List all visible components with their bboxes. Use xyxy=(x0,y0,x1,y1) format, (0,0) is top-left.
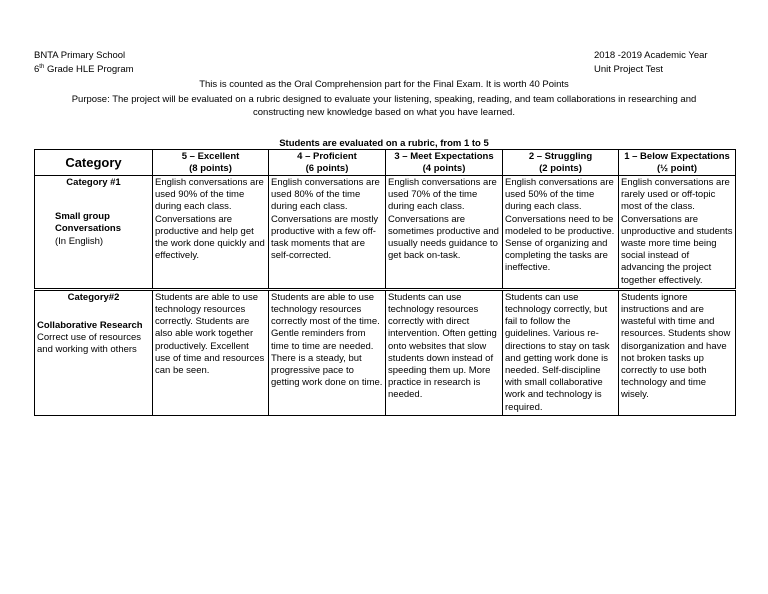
category-cell xyxy=(35,176,153,290)
column-label: 4 – Proficient xyxy=(297,151,357,162)
rubric-cell: Students are able to use technology resources correctly most of the time. Gentle reminders from time to time are needed. There is a steady, but progressive pace to getting work done on time. xyxy=(269,289,386,415)
rubric-cell: Students are able to use technology resources correctly. Students are also able work together productively. Excellent use of time and resources can be seen. xyxy=(153,289,269,415)
grade-number: 6 xyxy=(34,64,40,75)
column-header-excellent xyxy=(153,150,269,176)
rubric-title: Students are evaluated on a rubric, from 1 to 5 xyxy=(279,138,489,149)
grade-program xyxy=(34,64,134,76)
rubric-cell: Students can use technology resources correctly with direct intervention. Often getting onto websites that slow students down instead of speeding them up. More practice in research is needed. xyxy=(386,289,503,415)
rubric-cell: English conversations are used 80% of the time during each class. Conversations are mostly productive with a few off-task moments that are self-corrected. xyxy=(269,176,386,290)
column-header-meet-expectations xyxy=(386,150,503,176)
column-label: Category xyxy=(65,154,122,170)
table-row xyxy=(35,176,736,290)
column-header-category xyxy=(35,150,153,176)
intro-purpose-line: Purpose: The project will be evaluated on a rubric designed to evaluate your listening, speaking, reading, and team collaborations in researching and xyxy=(71,94,697,105)
category-subtitle: Collaborative Research xyxy=(37,320,143,332)
category-note: (In English) xyxy=(55,235,104,247)
academic-year: 2018 -2019 Academic Year xyxy=(594,50,708,61)
column-points: (4 points) xyxy=(422,162,466,174)
rubric-cell: English conversations are rarely used or off-topic most of the class. Conversations are unproductive and students waste more time being social instead of advancing the project together effectively. xyxy=(619,176,736,290)
grade-suffix: th xyxy=(39,64,45,70)
rubric-cell: English conversations are used 90% of the time during each class. Conversations are productive and help get the work done quickly and effectively. xyxy=(153,176,269,290)
intro-purpose-line-2: constructing new knowledge based on what you have learned. xyxy=(253,107,515,118)
column-header-proficient xyxy=(269,150,386,176)
intro-worth-line: This is counted as the Oral Comprehension part for the Final Exam. It is worth 40 Points xyxy=(199,79,569,90)
column-header-struggling xyxy=(503,150,619,176)
column-label: 5 – Excellent xyxy=(181,151,240,162)
column-label: 3 – Meet Expectations xyxy=(394,151,494,162)
column-label: 2 – Struggling xyxy=(528,151,593,162)
category-cell xyxy=(35,289,153,415)
column-header-below-expectations xyxy=(619,150,736,176)
test-name: Unit Project Test xyxy=(594,64,663,75)
category-label: Category #1 xyxy=(66,177,121,188)
table-row xyxy=(35,289,736,415)
rubric-cell: Students can use technology correctly, but fail to follow the guidelines. Various re-directions to stay on task and getting work done is needed. Self-discipline with small collaborative work and technology is required. xyxy=(503,289,619,415)
grade-program-label: Grade HLE Program xyxy=(44,64,134,75)
category-subtitle: Small group xyxy=(55,211,110,223)
rubric-cell: English conversations are used 70% of the time during each class. Conversations are sometimes productive and usually needs guidance to get back on-task. xyxy=(386,176,503,290)
category-subtitle: Conversations xyxy=(55,223,121,235)
column-points: (½ point) xyxy=(656,162,698,174)
rubric-cell: English conversations are used 50% of the time during each class. Conversations need to be modeled to be productive. Sense of organizing and completing the tasks are ineffective. xyxy=(503,176,619,290)
column-points: (2 points) xyxy=(539,162,582,174)
rubric-cell: Students ignore instructions and are wasteful with time and resources. Students show disorganization and have not broken tasks up correctly to use both technology and time wisely. xyxy=(619,289,736,415)
rubric-table xyxy=(34,149,736,416)
rubric-header-row xyxy=(35,150,736,176)
column-label: 1 – Below Expectations xyxy=(624,151,730,162)
category-label: Category#2 xyxy=(67,291,120,303)
school-name: BNTA Primary School xyxy=(34,50,126,61)
category-note: Correct use of resources and working with others xyxy=(37,332,142,356)
column-points: (8 points) xyxy=(189,162,232,174)
column-points: (6 points) xyxy=(305,162,349,174)
